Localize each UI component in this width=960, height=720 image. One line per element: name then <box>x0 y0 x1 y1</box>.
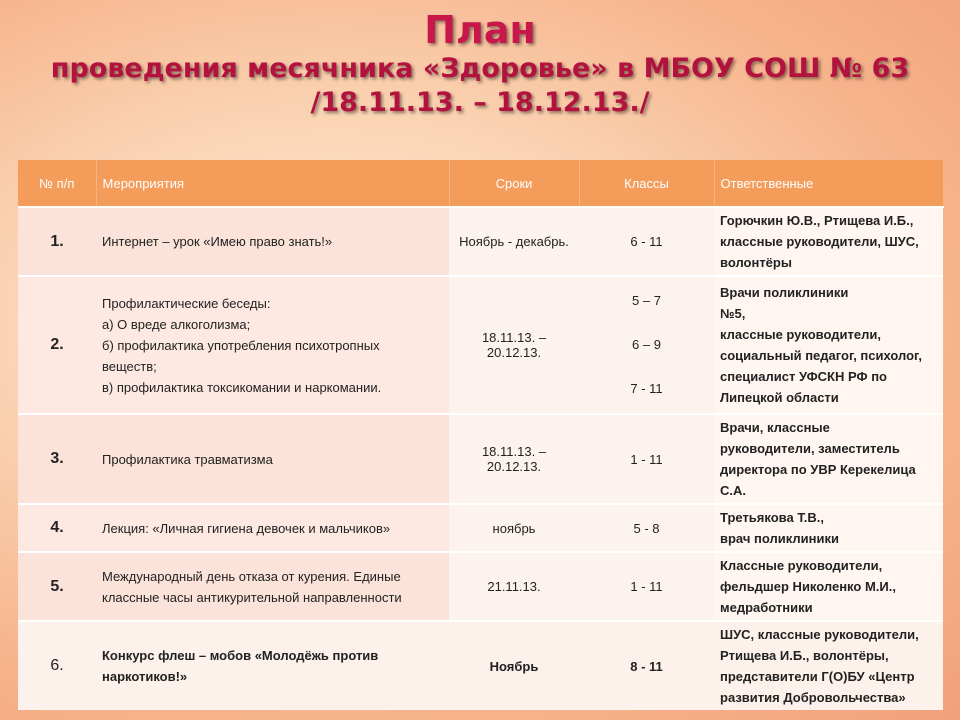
resp-line: классные руководители, ШУС, <box>720 234 919 249</box>
plan-table <box>18 160 944 710</box>
row-number: 3. <box>18 414 96 504</box>
resp-line: ШУС, классные руководители, <box>720 627 919 642</box>
row-event <box>96 414 449 504</box>
header-resp: Ответственные <box>714 160 943 207</box>
row-responsible <box>714 414 943 504</box>
row-responsible <box>714 207 943 276</box>
event-line: Профилактика травматизма <box>102 451 273 467</box>
resp-line: Третьякова Т.В., <box>720 510 825 525</box>
table-row <box>18 621 943 710</box>
header-classes: Классы <box>579 160 714 207</box>
row-event <box>96 276 449 414</box>
page-dates: /18.11.13. – 18.12.13./ <box>310 87 650 118</box>
resp-line: врач поликлиники <box>720 531 839 546</box>
event-line: Профилактические беседы: <box>102 295 271 311</box>
row-responsible <box>714 621 943 710</box>
row-dates: 21.11.13. <box>449 552 579 621</box>
table-row <box>18 552 943 621</box>
resp-line: Липецкой области <box>720 390 839 405</box>
resp-line: Врачи поликлиники <box>720 285 849 300</box>
header-dates: Сроки <box>449 160 579 207</box>
table-row <box>18 504 943 552</box>
row-classes: 1 - 11 <box>579 552 714 621</box>
row-event <box>96 621 449 710</box>
row-number: 6. <box>18 621 96 710</box>
event-line: б) профилактика употребления психотропных <box>102 337 380 353</box>
resp-line: фельдшер Николенко М.И., <box>720 579 896 594</box>
row-classes: 1 - 11 <box>579 414 714 504</box>
resp-line: Врачи, классные <box>720 420 830 435</box>
row-event <box>96 207 449 276</box>
row-responsible <box>714 504 943 552</box>
resp-line: медработники <box>720 600 813 615</box>
resp-line: №5, <box>720 306 746 321</box>
table-row <box>18 414 943 504</box>
row-dates: 18.11.13. – 20.12.13. <box>449 276 579 414</box>
resp-line: волонтёры <box>720 255 792 270</box>
header-event: Мероприятия <box>96 160 449 207</box>
row-classes: 8 - 11 <box>579 621 714 710</box>
row-classes: 5 - 8 <box>579 504 714 552</box>
row-dates: ноябрь <box>449 504 579 552</box>
event-line: в) профилактика токсикомании и наркомании. <box>102 379 382 395</box>
resp-line: Горючкин Ю.В., Ртищева И.Б., <box>720 213 914 228</box>
row-dates: Ноябрь - декабрь. <box>449 207 579 276</box>
row-event <box>96 504 449 552</box>
resp-line: специалист УФСКН РФ по <box>720 369 887 384</box>
class-range: 6 – 9 <box>632 337 661 352</box>
header-num: № п/п <box>18 160 96 207</box>
row-classes <box>579 276 714 414</box>
row-number: 2. <box>18 276 96 414</box>
row-responsible <box>714 552 943 621</box>
row-dates: Ноябрь <box>449 621 579 710</box>
resp-line: социальный педагог, психолог, <box>720 348 922 363</box>
resp-line: Классные руководители, <box>720 558 883 573</box>
table-row <box>18 207 943 276</box>
resp-line: классные руководители, <box>720 327 881 342</box>
event-line: Международный день отказа от курения. Единые <box>102 568 401 584</box>
resp-line: развития Добровольчества» <box>720 690 906 705</box>
class-range: 7 - 11 <box>630 381 663 396</box>
page-title: План <box>424 8 536 52</box>
row-dates: 18.11.13. – 20.12.13. <box>449 414 579 504</box>
event-line: Лекция: «Личная гигиена девочек и мальчиков» <box>102 520 391 536</box>
row-number: 1. <box>18 207 96 276</box>
resp-line: Ртищева И.Б., волонтёры, <box>720 648 889 663</box>
table-header-row <box>18 160 943 207</box>
class-range: 5 – 7 <box>632 293 661 308</box>
resp-line: С.А. <box>720 483 746 498</box>
event-line: наркотиков!» <box>102 669 188 684</box>
resp-line: руководители, заместитель <box>720 441 900 456</box>
event-line: а) О вреде алкоголизма; <box>102 316 251 332</box>
table-row <box>18 276 943 414</box>
row-number: 4. <box>18 504 96 552</box>
row-event <box>96 552 449 621</box>
row-classes: 6 - 11 <box>579 207 714 276</box>
page-subtitle: проведения месячника «Здоровье» в МБОУ СОШ № 63 <box>50 53 910 84</box>
row-number: 5. <box>18 552 96 621</box>
title-block <box>0 8 960 120</box>
event-line: веществ; <box>102 358 157 374</box>
event-line: Интернет – урок «Имею право знать!» <box>102 234 333 249</box>
resp-line: директора по УВР Керекелица <box>720 462 916 477</box>
resp-line: представители Г(О)БУ «Центр <box>720 669 915 684</box>
row-responsible <box>714 276 943 414</box>
event-line: Конкурс флеш – мобов «Молодёжь против <box>102 648 379 663</box>
event-line: классные часы антикурительной направленности <box>102 589 402 605</box>
